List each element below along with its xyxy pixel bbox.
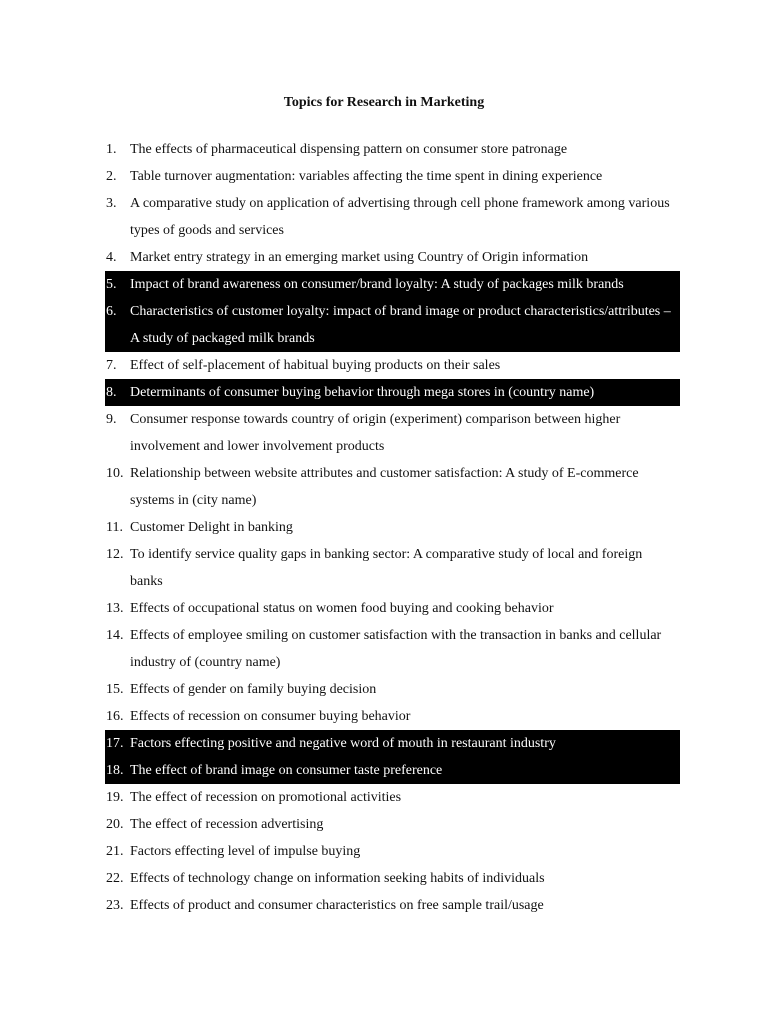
document-title: Topics for Research in Marketing <box>283 95 485 110</box>
list-item <box>105 595 680 622</box>
topic-text: Effects of gender on family buying decision <box>130 682 377 697</box>
topic-number: 3. <box>106 196 117 211</box>
topic-text: Factors effecting level of impulse buying <box>130 844 361 859</box>
list-item <box>105 622 680 676</box>
topic-number: 15. <box>106 682 124 697</box>
topic-number: 12. <box>106 547 124 562</box>
topic-text: Effect of self-placement of habitual buying products on their sales <box>130 358 501 373</box>
list-item <box>105 163 680 190</box>
topic-number: 22. <box>106 871 124 886</box>
list-item <box>105 541 680 595</box>
topic-text: Table turnover augmentation: variables affecting the time spent in dining experience <box>130 169 603 184</box>
list-item <box>105 703 680 730</box>
topic-text: Determinants of consumer buying behavior through mega stores in (country name) <box>130 385 595 400</box>
topic-number: 23. <box>106 898 124 913</box>
list-item <box>105 757 680 784</box>
topic-text: Effects of occupational status on women food buying and cooking behavior <box>130 601 554 616</box>
list-item <box>105 352 680 379</box>
list-item <box>105 811 680 838</box>
topic-text: The effects of pharmaceutical dispensing pattern on consumer store patronage <box>130 142 568 157</box>
topic-number: 5. <box>106 277 117 292</box>
list-item <box>105 784 680 811</box>
topic-number: 17. <box>106 736 124 751</box>
topic-number: 10. <box>106 466 124 481</box>
list-item <box>105 460 680 514</box>
topic-number: 11. <box>106 520 123 535</box>
topic-number: 21. <box>106 844 124 859</box>
topic-number: 9. <box>106 412 117 427</box>
list-item <box>105 838 680 865</box>
list-item <box>105 298 680 352</box>
topic-number: 18. <box>106 763 124 778</box>
list-item <box>105 136 680 163</box>
topic-text: Effects of product and consumer characteristics on free sample trail/usage <box>130 898 544 913</box>
list-item <box>105 406 680 460</box>
topic-number: 6. <box>106 304 117 319</box>
topic-number: 13. <box>106 601 124 616</box>
topic-text: Characteristics of customer loyalty: impact of brand image or product characteristics/attributes – A study of packaged milk brands <box>130 304 671 346</box>
list-item <box>105 190 680 244</box>
topic-number: 20. <box>106 817 124 832</box>
topic-number: 8. <box>106 385 117 400</box>
topic-number: 7. <box>106 358 117 373</box>
list-item <box>105 514 680 541</box>
topic-text: Effects of employee smiling on customer satisfaction with the transaction in banks and cellular industry of (country name) <box>130 628 662 670</box>
topic-number: 1. <box>106 142 117 157</box>
topic-text: Market entry strategy in an emerging market using Country of Origin information <box>130 250 589 265</box>
topic-text: The effect of brand image on consumer taste preference <box>130 763 443 778</box>
topic-list <box>105 136 680 919</box>
topic-number: 16. <box>106 709 124 724</box>
topic-text: Impact of brand awareness on consumer/brand loyalty: A study of packages milk brands <box>130 277 624 292</box>
list-item <box>105 892 680 919</box>
topic-number: 4. <box>106 250 117 265</box>
topic-text: Consumer response towards country of origin (experiment) comparison between higher involvement and lower involvement products <box>130 412 621 454</box>
topic-number: 2. <box>106 169 117 184</box>
list-item <box>105 865 680 892</box>
topic-text: Factors effecting positive and negative word of mouth in restaurant industry <box>130 736 556 751</box>
topic-text: To identify service quality gaps in banking sector: A comparative study of local and foreign banks <box>130 547 643 589</box>
topic-text: A comparative study on application of advertising through cell phone framework among various types of goods and services <box>130 196 670 238</box>
list-item <box>105 244 680 271</box>
topic-text: Effects of technology change on information seeking habits of individuals <box>130 871 545 886</box>
topic-text: The effect of recession on promotional activities <box>130 790 402 805</box>
list-item <box>105 271 680 298</box>
list-item <box>105 379 680 406</box>
topic-number: 19. <box>106 790 124 805</box>
topic-text: Effects of recession on consumer buying behavior <box>130 709 411 724</box>
topic-text: The effect of recession advertising <box>130 817 324 832</box>
topic-number: 14. <box>106 628 124 643</box>
list-item <box>105 730 680 757</box>
list-item <box>105 676 680 703</box>
topic-text: Customer Delight in banking <box>130 520 293 535</box>
topic-text: Relationship between website attributes and customer satisfaction: A study of E-commerce systems in (city name) <box>130 466 639 508</box>
